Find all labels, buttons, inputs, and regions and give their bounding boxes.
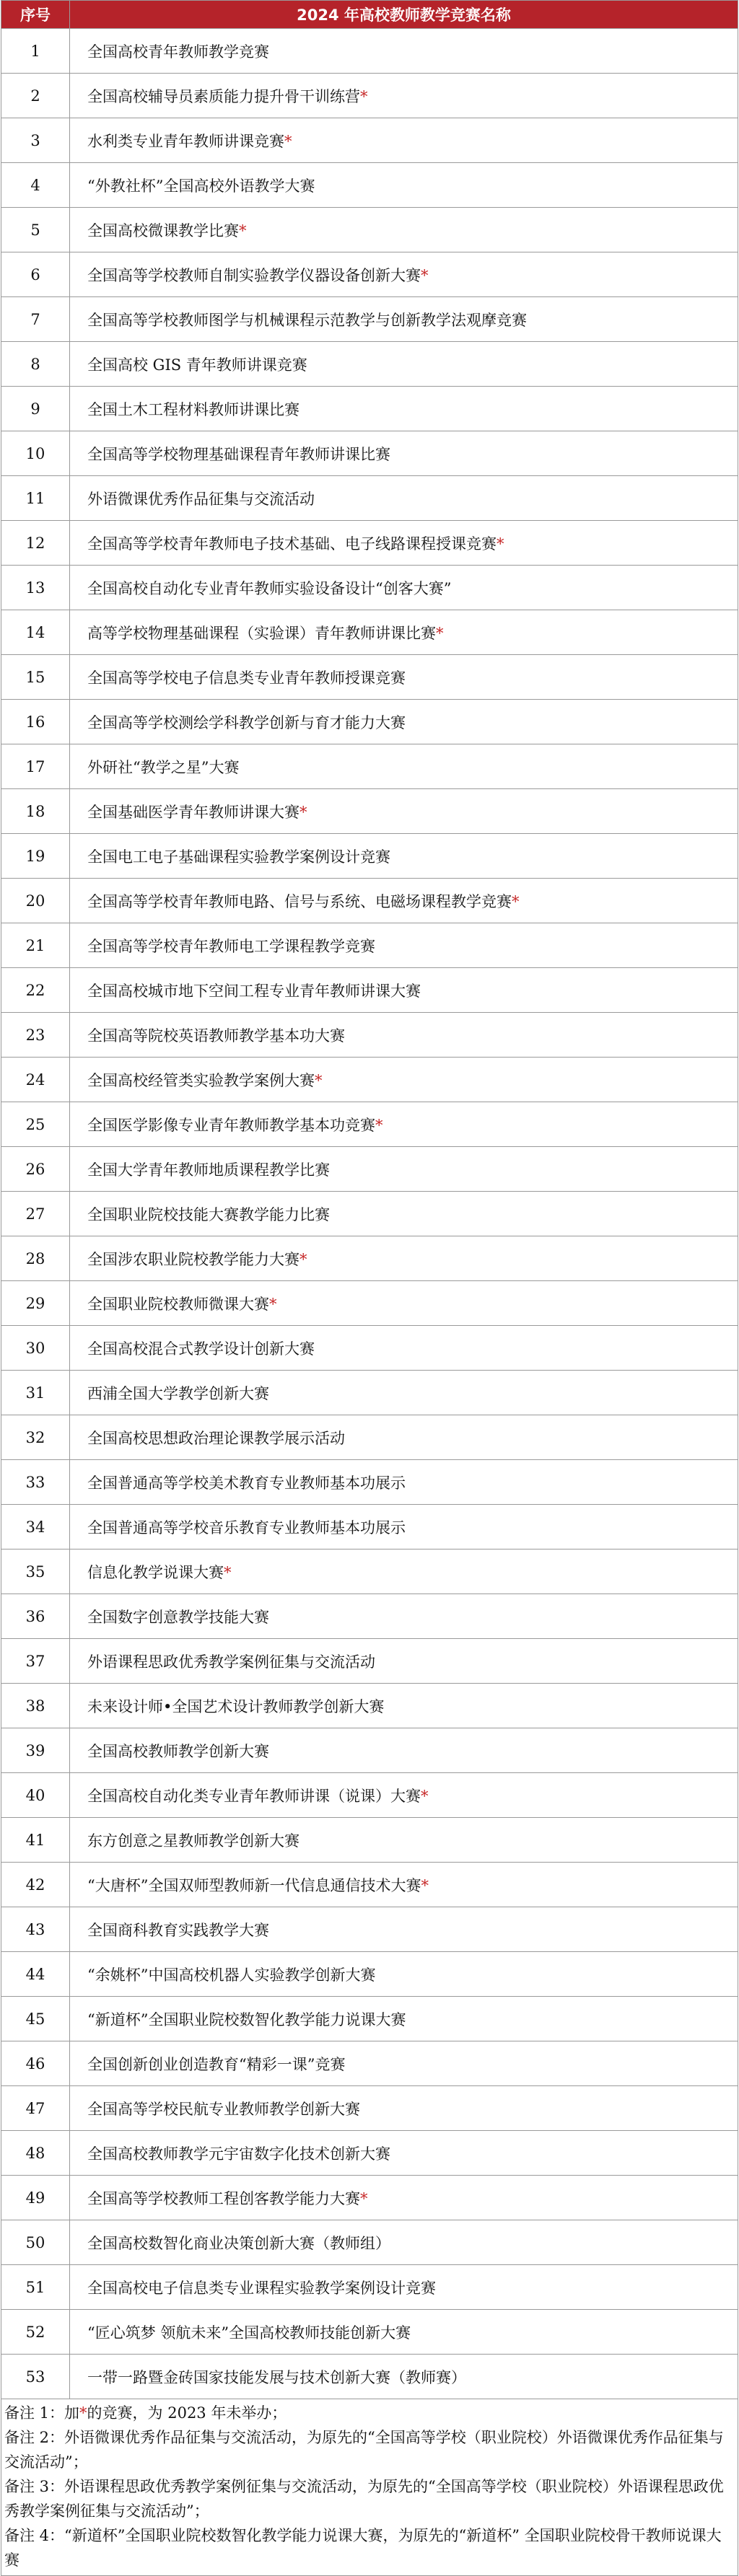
competition-name: 全国创新创业创造教育“精彩一课”竞赛 [87, 2055, 346, 2073]
competition-name-cell [70, 2355, 738, 2399]
competition-name: 全国职业院校技能大赛教学能力比赛 [87, 1205, 330, 1223]
table-row [1, 1818, 738, 1863]
row-number: 8 [1, 342, 70, 387]
competition-name: 东方创意之星教师教学创新大赛 [87, 1832, 299, 1850]
not-held-2023-marker: * [299, 1250, 307, 1268]
table-row [1, 342, 738, 387]
table-row [1, 1907, 738, 1952]
not-held-2023-marker: * [436, 624, 444, 642]
note-2: 备注 2：外语微课优秀作品征集与交流活动，为原先的“全国高等学校（职业院校）外语微课优秀作品征集与交流活动”； [4, 2429, 724, 2471]
not-held-2023-marker: * [421, 1876, 429, 1894]
competition-name-cell [70, 1728, 738, 1773]
competition-name: 全国土木工程材料教师讲课比赛 [87, 400, 299, 418]
table-row [1, 297, 738, 342]
table-row [1, 2265, 738, 2310]
competition-name-cell [70, 1952, 738, 1997]
row-number: 29 [1, 1281, 70, 1326]
table-row [1, 2355, 738, 2399]
row-number: 43 [1, 1907, 70, 1952]
competition-name: 全国高校城市地下空间工程专业青年教师讲课大赛 [87, 982, 421, 1000]
row-number: 4 [1, 163, 70, 208]
table-row [1, 1460, 738, 1505]
table-row [1, 118, 738, 163]
competition-name-cell [70, 252, 738, 297]
competition-name-cell [70, 521, 738, 566]
competition-name: “新道杯”全国职业院校数智化教学能力说课大赛 [87, 2010, 406, 2028]
table-row [1, 1281, 738, 1326]
competition-name: 全国高等学校青年教师电工学课程教学竞赛 [87, 937, 375, 955]
note-1-prefix: 备注 1：加 [4, 2404, 80, 2422]
table-header-row [1, 1, 738, 29]
row-number: 26 [1, 1147, 70, 1192]
row-number: 21 [1, 923, 70, 968]
table-row [1, 789, 738, 834]
not-held-2023-marker: * [375, 1116, 383, 1134]
competition-name: 全国高校混合式教学设计创新大赛 [87, 1340, 315, 1358]
row-number: 44 [1, 1952, 70, 1997]
row-number: 10 [1, 431, 70, 476]
not-held-2023-marker: * [299, 803, 307, 821]
competition-name: 全国高等学校电子信息类专业青年教师授课竞赛 [87, 669, 406, 687]
table-row [1, 1147, 738, 1192]
competition-name-cell [70, 118, 738, 163]
competition-name-cell [70, 163, 738, 208]
table-row [1, 252, 738, 297]
not-held-2023-marker: * [360, 87, 368, 105]
competition-name: 全国大学青年教师地质课程教学比赛 [87, 1161, 330, 1179]
row-number: 25 [1, 1102, 70, 1147]
row-number: 36 [1, 1594, 70, 1639]
row-number: 2 [1, 74, 70, 118]
not-held-2023-marker: * [284, 132, 292, 150]
row-number: 45 [1, 1997, 70, 2041]
table-row [1, 1728, 738, 1773]
competition-name-cell [70, 1460, 738, 1505]
note-1-star: * [79, 2404, 87, 2422]
table-row [1, 1594, 738, 1639]
table-row [1, 1863, 738, 1907]
table-row [1, 2041, 738, 2086]
competition-name-cell [70, 1371, 738, 1415]
competition-name: “匠心筑梦 领航未来”全国高校教师技能创新大赛 [87, 2324, 411, 2342]
competition-name-cell [70, 2086, 738, 2131]
row-number: 50 [1, 2220, 70, 2265]
not-held-2023-marker: * [315, 1071, 323, 1089]
competition-table [1, 0, 738, 2399]
row-number: 33 [1, 1460, 70, 1505]
table-row [1, 1326, 738, 1371]
competition-name-cell [70, 208, 738, 252]
row-number: 12 [1, 521, 70, 566]
competition-name-cell [70, 297, 738, 342]
table-row [1, 834, 738, 879]
row-number: 22 [1, 968, 70, 1013]
competition-name-cell [70, 1818, 738, 1863]
competition-name-cell [70, 968, 738, 1013]
row-number: 28 [1, 1236, 70, 1281]
competition-name: 全国职业院校教师微课大赛 [87, 1295, 269, 1313]
competition-name-cell [70, 834, 738, 879]
competition-name: 全国高校思想政治理论课教学展示活动 [87, 1429, 345, 1447]
competition-name: 全国高等学校教师图学与机械课程示范教学与创新教学法观摩竞赛 [87, 311, 527, 329]
row-number: 47 [1, 2086, 70, 2131]
competition-name: 全国高校电子信息类专业课程实验教学案例设计竞赛 [87, 2279, 436, 2297]
competition-name-cell [70, 2041, 738, 2086]
competition-name: 全国高校数智化商业决策创新大赛（教师组） [87, 2234, 390, 2252]
competition-name: “大唐杯”全国双师型教师新一代信息通信技术大赛 [87, 1876, 421, 1894]
competition-name: 全国电工电子基础课程实验教学案例设计竞赛 [87, 848, 390, 866]
row-number: 35 [1, 1549, 70, 1594]
table-row [1, 700, 738, 744]
competition-name: 全国高等学校青年教师电路、信号与系统、电磁场课程教学竞赛 [87, 892, 512, 910]
row-number: 5 [1, 208, 70, 252]
competition-name: 全国高等学校民航专业教师教学创新大赛 [87, 2100, 360, 2118]
row-number: 3 [1, 118, 70, 163]
notes-section [1, 2399, 738, 2576]
table-row [1, 1102, 738, 1147]
competition-name-cell [70, 1415, 738, 1460]
row-number: 40 [1, 1773, 70, 1818]
header-number: 序号 [1, 1, 70, 29]
competition-name: 全国高等学校物理基础课程青年教师讲课比赛 [87, 445, 390, 463]
competition-name-cell [70, 1907, 738, 1952]
competition-name-cell [70, 744, 738, 789]
row-number: 32 [1, 1415, 70, 1460]
competition-name-cell [70, 1684, 738, 1728]
competition-name-cell [70, 655, 738, 700]
competition-name-cell [70, 1549, 738, 1594]
row-number: 46 [1, 2041, 70, 2086]
table-row [1, 1549, 738, 1594]
competition-name: 全国医学影像专业青年教师教学基本功竞赛 [87, 1116, 375, 1134]
row-number: 41 [1, 1818, 70, 1863]
competition-name: 全国高校青年教师教学竞赛 [87, 43, 269, 61]
competition-name: 全国普通高等学校美术教育专业教师基本功展示 [87, 1474, 406, 1492]
competition-name-cell [70, 2265, 738, 2310]
competition-name-cell [70, 2131, 738, 2176]
table-row [1, 74, 738, 118]
not-held-2023-marker: * [269, 1295, 277, 1313]
competition-name: 全国高校经管类实验教学案例大赛 [87, 1071, 315, 1089]
competition-name: 全国高等学校教师工程创客教学能力大赛 [87, 2189, 360, 2207]
competition-name-cell [70, 1773, 738, 1818]
row-number: 31 [1, 1371, 70, 1415]
competition-name-cell [70, 342, 738, 387]
row-number: 15 [1, 655, 70, 700]
competition-name: 水利类专业青年教师讲课竞赛 [87, 132, 284, 150]
table-row [1, 1684, 738, 1728]
table-row [1, 163, 738, 208]
row-number: 52 [1, 2310, 70, 2355]
competition-name-cell [70, 1192, 738, 1236]
row-number: 1 [1, 29, 70, 74]
row-number: 7 [1, 297, 70, 342]
competition-name-cell [70, 1639, 738, 1684]
table-row [1, 29, 738, 74]
row-number: 24 [1, 1058, 70, 1102]
competition-document [1, 0, 738, 2576]
not-held-2023-marker: * [239, 221, 247, 239]
table-row [1, 521, 738, 566]
row-number: 18 [1, 789, 70, 834]
table-row [1, 1952, 738, 1997]
competition-name-cell [70, 431, 738, 476]
row-number: 20 [1, 879, 70, 923]
row-number: 13 [1, 566, 70, 610]
competition-name: 未来设计师•全国艺术设计教师教学创新大赛 [87, 1697, 385, 1715]
note-3: 备注 3：外语课程思政优秀教学案例征集与交流活动，为原先的“全国高等学校（职业院校）外语课程思政优秀教学案例征集与交流活动”； [4, 2478, 724, 2520]
competition-name: 高等学校物理基础课程（实验课）青年教师讲课比赛 [87, 624, 436, 642]
competition-name: 全国高等学校教师自制实验教学仪器设备创新大赛 [87, 266, 421, 284]
not-held-2023-marker: * [360, 2189, 368, 2207]
competition-name: 全国高校 GIS 青年教师讲课竞赛 [87, 356, 307, 374]
competition-name-cell [70, 1505, 738, 1549]
competition-name-cell [70, 700, 738, 744]
competition-name: 西浦全国大学教学创新大赛 [87, 1384, 269, 1402]
competition-name: 全国高校辅导员素质能力提升骨干训练营 [87, 87, 360, 105]
row-number: 51 [1, 2265, 70, 2310]
competition-name-cell [70, 1326, 738, 1371]
row-number: 34 [1, 1505, 70, 1549]
table-row [1, 1505, 738, 1549]
table-body [1, 29, 738, 2399]
competition-name-cell [70, 1147, 738, 1192]
competition-name-cell [70, 923, 738, 968]
table-row [1, 2176, 738, 2220]
table-row [1, 1013, 738, 1058]
row-number: 38 [1, 1684, 70, 1728]
competition-name-cell [70, 1594, 738, 1639]
competition-name: 全国高校微课教学比赛 [87, 221, 239, 239]
note-1 [4, 2401, 735, 2425]
row-number: 19 [1, 834, 70, 879]
competition-name-cell [70, 610, 738, 655]
row-number: 16 [1, 700, 70, 744]
competition-name-cell [70, 879, 738, 923]
note-1-suffix: 的竞赛，为 2023 年未举办； [87, 2404, 287, 2422]
competition-name: 一带一路暨金砖国家技能发展与技术创新大赛（教师赛） [87, 2368, 466, 2386]
table-row [1, 1236, 738, 1281]
competition-name-cell [70, 1102, 738, 1147]
table-row [1, 1997, 738, 2041]
row-number: 17 [1, 744, 70, 789]
table-row [1, 1371, 738, 1415]
table-row [1, 1192, 738, 1236]
competition-name-cell [70, 476, 738, 521]
table-row [1, 476, 738, 521]
competition-name: 全国基础医学青年教师讲课大赛 [87, 803, 299, 821]
not-held-2023-marker: * [497, 535, 504, 553]
competition-name-cell [70, 29, 738, 74]
competition-name: 全国数字创意教学技能大赛 [87, 1608, 269, 1626]
table-row [1, 387, 738, 431]
competition-name: 全国普通高等学校音乐教育专业教师基本功展示 [87, 1518, 406, 1537]
table-row [1, 879, 738, 923]
competition-name: 全国高校自动化专业青年教师实验设备设计“创客大赛” [87, 579, 452, 597]
table-row [1, 208, 738, 252]
competition-name-cell [70, 1281, 738, 1326]
competition-name-cell [70, 566, 738, 610]
competition-name: 全国高等学校青年教师电子技术基础、电子线路课程授课竞赛 [87, 535, 497, 553]
table-row [1, 2310, 738, 2355]
table-row [1, 968, 738, 1013]
not-held-2023-marker: * [421, 266, 429, 284]
table-row [1, 1058, 738, 1102]
competition-name-cell [70, 387, 738, 431]
row-number: 49 [1, 2176, 70, 2220]
table-row [1, 744, 738, 789]
competition-name-cell [70, 789, 738, 834]
table-row [1, 2086, 738, 2131]
row-number: 37 [1, 1639, 70, 1684]
table-row [1, 566, 738, 610]
row-number: 6 [1, 252, 70, 297]
row-number: 30 [1, 1326, 70, 1371]
competition-name: 全国高校教师教学元宇宙数字化技术创新大赛 [87, 2145, 390, 2163]
table-row [1, 431, 738, 476]
row-number: 27 [1, 1192, 70, 1236]
header-competition-name: 2024 年高校教师教学竞赛名称 [70, 1, 738, 29]
row-number: 9 [1, 387, 70, 431]
table-row [1, 2220, 738, 2265]
competition-name: 信息化教学说课大赛 [87, 1563, 224, 1581]
row-number: 48 [1, 2131, 70, 2176]
competition-name-cell [70, 2176, 738, 2220]
row-number: 39 [1, 1728, 70, 1773]
competition-name: 外语课程思政优秀教学案例征集与交流活动 [87, 1653, 375, 1671]
competition-name-cell [70, 1236, 738, 1281]
row-number: 23 [1, 1013, 70, 1058]
table-row [1, 1415, 738, 1460]
competition-name-cell [70, 1997, 738, 2041]
competition-name: 外语微课优秀作品征集与交流活动 [87, 490, 315, 508]
row-number: 42 [1, 1863, 70, 1907]
competition-name: 全国高等学校测绘学科教学创新与育才能力大赛 [87, 713, 406, 731]
competition-name: 外研社“教学之星”大赛 [87, 758, 240, 776]
competition-name-cell [70, 1013, 738, 1058]
row-number: 14 [1, 610, 70, 655]
table-row [1, 923, 738, 968]
table-row [1, 610, 738, 655]
competition-name: 全国涉农职业院校教学能力大赛 [87, 1250, 299, 1268]
competition-name-cell [70, 74, 738, 118]
row-number: 11 [1, 476, 70, 521]
competition-name: “外教社杯”全国高校外语教学大赛 [87, 177, 315, 195]
row-number: 53 [1, 2355, 70, 2399]
competition-name: 全国高等院校英语教师教学基本功大赛 [87, 1027, 345, 1045]
table-row [1, 655, 738, 700]
table-row [1, 1639, 738, 1684]
not-held-2023-marker: * [512, 892, 520, 910]
competition-name: 全国商科教育实践教学大赛 [87, 1921, 269, 1939]
note-4: 备注 4：“新道杯”全国职业院校数智化教学能力说课大赛，为原先的“新道杯” 全国职业院校骨干教师说课大赛 [4, 2527, 722, 2569]
competition-name-cell [70, 2310, 738, 2355]
table-row [1, 2131, 738, 2176]
competition-name: 全国高校教师教学创新大赛 [87, 1742, 269, 1760]
table-row [1, 1773, 738, 1818]
competition-name-cell [70, 2220, 738, 2265]
competition-name-cell [70, 1058, 738, 1102]
not-held-2023-marker: * [224, 1563, 232, 1581]
competition-name-cell [70, 1863, 738, 1907]
competition-name: “余姚杯”中国高校机器人实验教学创新大赛 [87, 1966, 376, 1984]
not-held-2023-marker: * [421, 1787, 429, 1805]
competition-name: 全国高校自动化类专业青年教师讲课（说课）大赛 [87, 1787, 421, 1805]
